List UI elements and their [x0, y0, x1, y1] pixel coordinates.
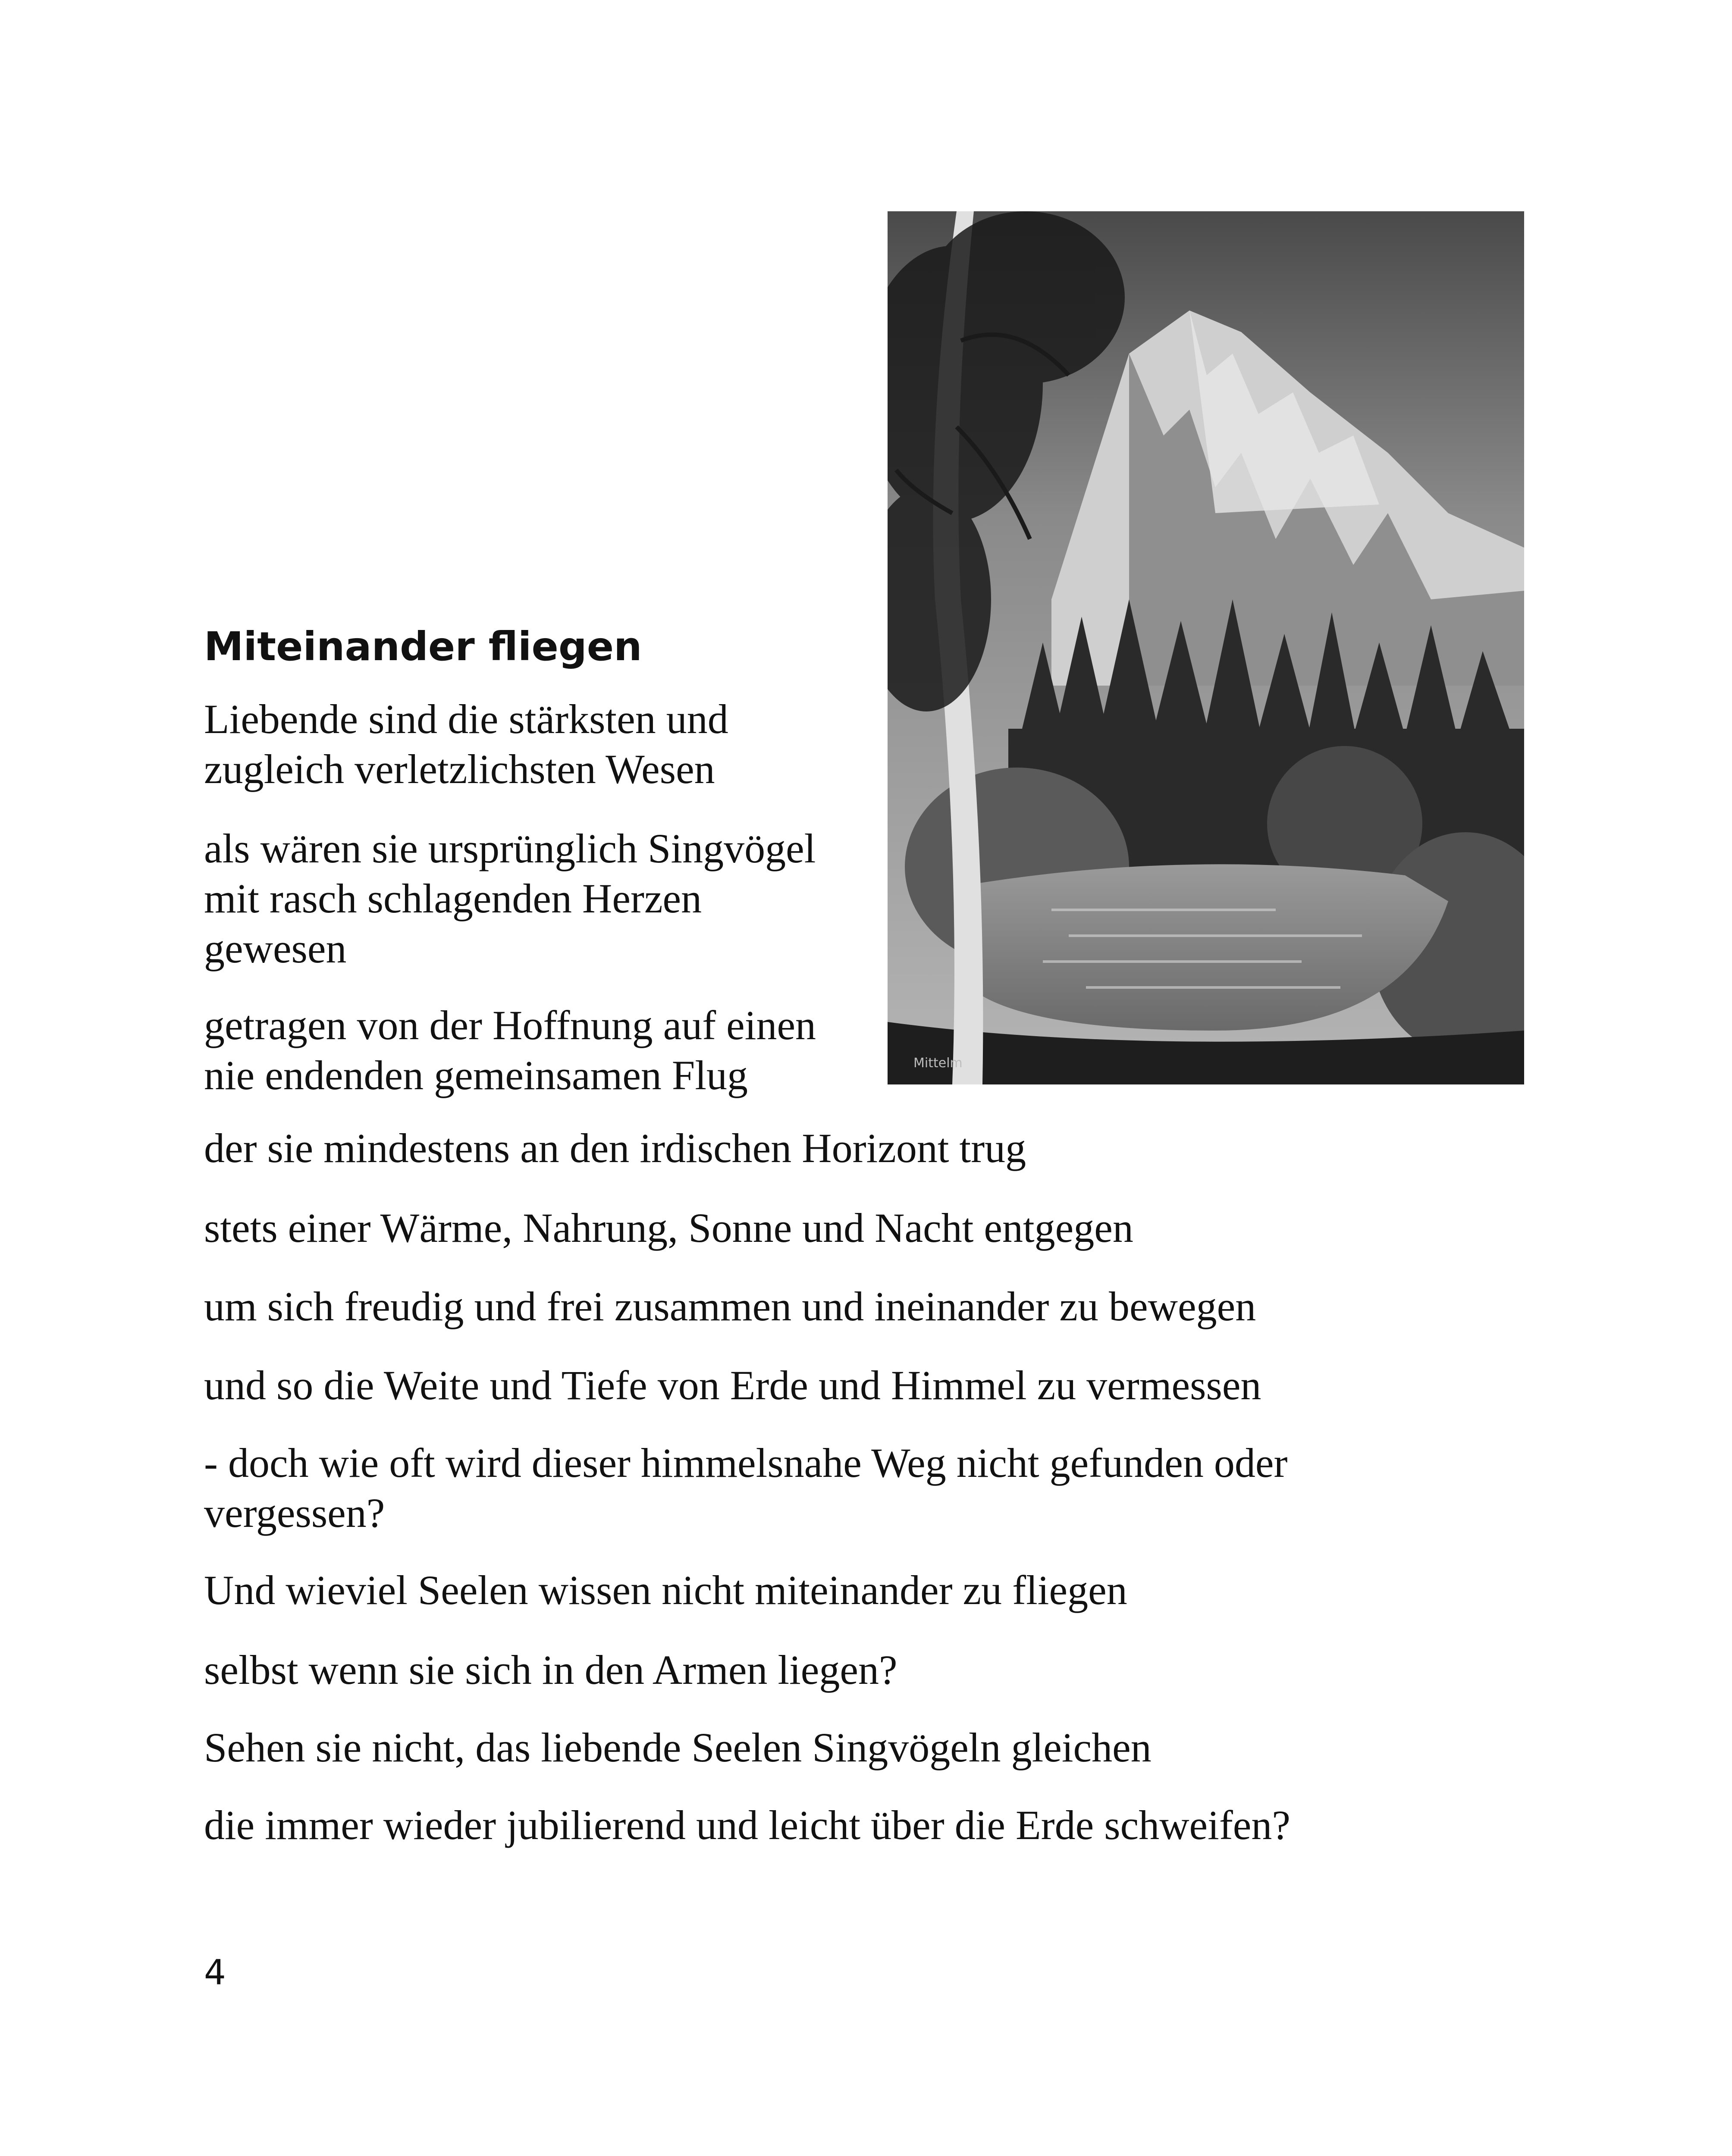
poem-line: als wären sie ursprünglich Singvögel: [204, 825, 816, 871]
stanza-5: [204, 1203, 1133, 1253]
artist-signature: Mittelm: [913, 1056, 963, 1071]
stanza-12: [204, 1800, 1290, 1850]
poem-title: Miteinander fliegen: [204, 624, 642, 670]
poem-line: Liebende sind die stärksten und: [204, 696, 728, 742]
poem-line: getragen von der Hoffnung auf einen: [204, 1002, 816, 1048]
stanza-8: [204, 1438, 1287, 1538]
poem-line: um sich freudig und frei zusammen und ineinander zu bewegen: [204, 1283, 1256, 1329]
poem-line: vergessen?: [204, 1490, 385, 1536]
poem-line: - doch wie oft wird dieser himmelsnahe Weg nicht gefunden oder: [204, 1440, 1288, 1486]
poem-line: zugleich verletzlichsten Wesen: [204, 746, 715, 792]
poem-line: gewesen: [204, 925, 347, 971]
poem-line: mit rasch schlagenden Herzen: [204, 875, 702, 921]
poem-line: die immer wieder jubilierend und leicht über die Erde schweifen?: [204, 1802, 1291, 1848]
poem-line: der sie mindestens an den irdischen Horizont trug: [204, 1125, 1026, 1171]
stanza-10: [204, 1645, 897, 1695]
poem-line: und so die Weite und Tiefe von Erde und Himmel zu vermessen: [204, 1362, 1261, 1408]
page-number: 4: [204, 1952, 226, 1993]
poem-line: selbst wenn sie sich in den Armen liegen?: [204, 1647, 897, 1693]
stanza-4: [204, 1123, 1026, 1173]
stanza-3: [204, 1000, 816, 1100]
poem-line: stets einer Wärme, Nahrung, Sonne und Nacht entgegen: [204, 1205, 1133, 1251]
stanza-9: [204, 1565, 1127, 1615]
poem-line: nie endenden gemeinsamen Flug: [204, 1052, 748, 1098]
poem-line: Und wieviel Seelen wissen nicht miteinander zu fliegen: [204, 1567, 1127, 1613]
stanza-1: [204, 694, 728, 794]
stanza-6: [204, 1282, 1256, 1332]
stanza-7: [204, 1360, 1261, 1410]
stanza-11: [204, 1723, 1152, 1773]
painting-graphic: [888, 211, 1524, 1084]
stanza-2: [204, 824, 816, 974]
landscape-illustration: [888, 211, 1524, 1084]
poem-line: Sehen sie nicht, das liebende Seelen Singvögeln gleichen: [204, 1724, 1152, 1771]
